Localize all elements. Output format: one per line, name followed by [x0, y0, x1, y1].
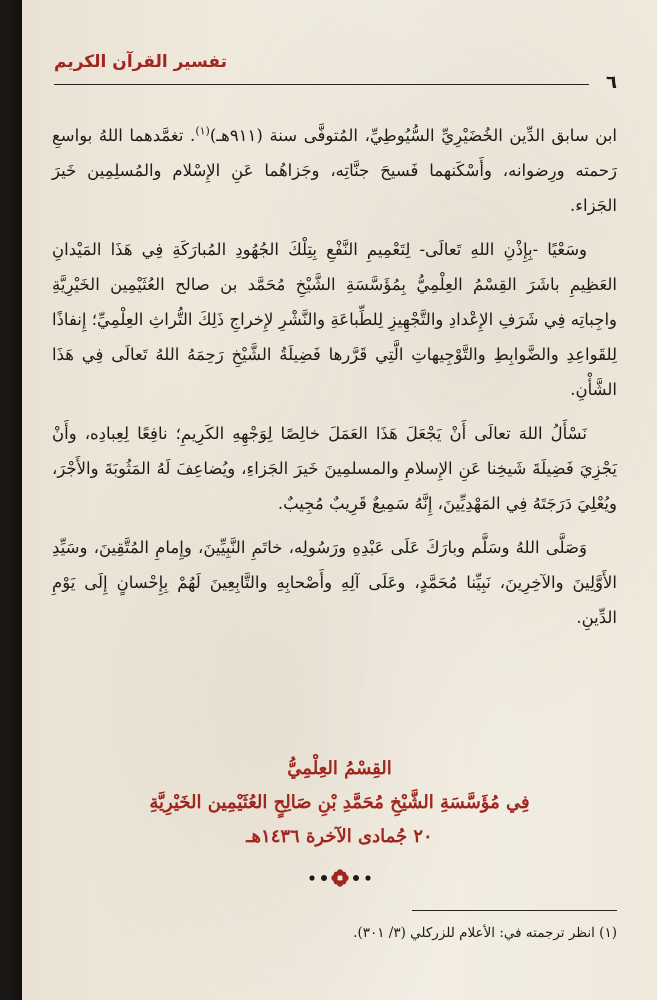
signature-department: القِسْمُ العِلْمِيُّ: [287, 758, 392, 779]
signature-foundation: فِي مُؤَسَّسَةِ الشَّيْخِ مُحَمَّدِ بْنِ صَالِحٍ العُثَيْمِين الخَيْرِيَّةِ: [149, 792, 530, 813]
paragraph-1-text-a: ابن سابق الدِّين الخُضَيْرِيِّ السُّيُوطِيِّ، المُتوفَّى سنة (٩١١هـ): [209, 126, 617, 145]
paragraph-2: وسَعْيًا -بِإِذْنِ اللهِ تَعالَى- لِتَعْمِيمِ النَّفْعِ بِتِلْكَ الجُهُودِ المُبارَكَةِ فِي هَذَا المَيْدانِ العَظِيمِ باشَرَ القِسْمُ العِلْمِيُّ بِمُؤَسَّسَةِ الشَّيْخِ مُحَمَّد بن صالح العُثَيْمِين الخَيْرِيَّةِ واجِباتِه فِي شَرَفِ الإِعْدادِ والتَّجْهِيزِ لِلطِّباعَةِ والنَّشْرِ لإِخراجِ ذَلِكَ التُّراثِ العِلْمِيِّ؛ إِنفاذًا لِلقَواعِدِ والضَّوابِطِ والتَّوْجِيهاتِ الَّتِي قَرَّرها فَضِيلَةُ الشَّيْخِ رَحِمَهُ اللهُ تَعالَى فِي هَذَا الشَّأْنِ.: [52, 240, 618, 399]
footnote-reference[interactable]: (١): [195, 124, 210, 138]
running-header: [54, 52, 617, 92]
section-ornament: [22, 868, 657, 888]
paragraph-1: [52, 118, 617, 223]
footnote-1: (١) انظر ترجمته في: الأعلام للزركلي (٣/ ٣٠١).: [353, 925, 617, 941]
header-divider: [54, 84, 589, 85]
page-number: ٦: [606, 72, 617, 93]
book-title: تفسير القرآن الكريم: [54, 52, 228, 72]
signature-date: ٢٠ جُمادى الآخرة ١٤٣٦هـ: [246, 826, 433, 847]
paragraph-4: وَصَلَّى اللهُ وسَلَّم وبارَكَ عَلَى عَبْدِهِ ورَسُولِه، خاتَمِ النَّبِيِّينَ، وإِمامِ المُتَّقِينَ، وسَيِّدِ الأَوَّلِينَ والآخِرِينَ، نَبِيِّنا مُحَمَّدٍ، وعَلَى آلِهِ وأَصْحابِهِ والتَّابِعِينَ لَهُمْ بِإِحْسانٍ إِلَى يَوْمِ الدِّينِ.: [52, 538, 617, 627]
paragraph-3: نَسْأَلُ اللهَ تعالَى أَنْ يَجْعَلَ هَذَا العَمَلَ خالِصًا لِوَجْهِهِ الكَرِيمِ؛ نافِعًا لِعِبادِه، وأَنْ يَجْزِيَ فَضِيلَةَ شَيخِنا عَنِ الإِسلامِ والمسلمِينَ خَيرَ الجَزاءِ، ويُضاعِفَ لَهُ المَثُوبَةَ والأَجْرَ، ويُعْلِيَ دَرَجَتَهُ فِي المَهْدِيِّينَ، إِنَّهُ سَمِيعٌ قَرِيبٌ مُجِيبٌ.: [52, 424, 617, 513]
book-page: [22, 0, 657, 1000]
main-text: [52, 118, 617, 644]
footnote-divider: [412, 910, 617, 911]
flower-divider-icon: [300, 868, 380, 888]
paragraph-1-text-b: . تغمَّدهما اللهُ بواسعِ رَحمته ورِضوانه، وأَسْكَنهما فَسيحَ جنَّاتِه، وجَزاهُما عَنِ الإِسْلام والمُسلِمِين خَيرَ الجَزاء.: [52, 126, 617, 215]
signature-block: [42, 752, 637, 854]
